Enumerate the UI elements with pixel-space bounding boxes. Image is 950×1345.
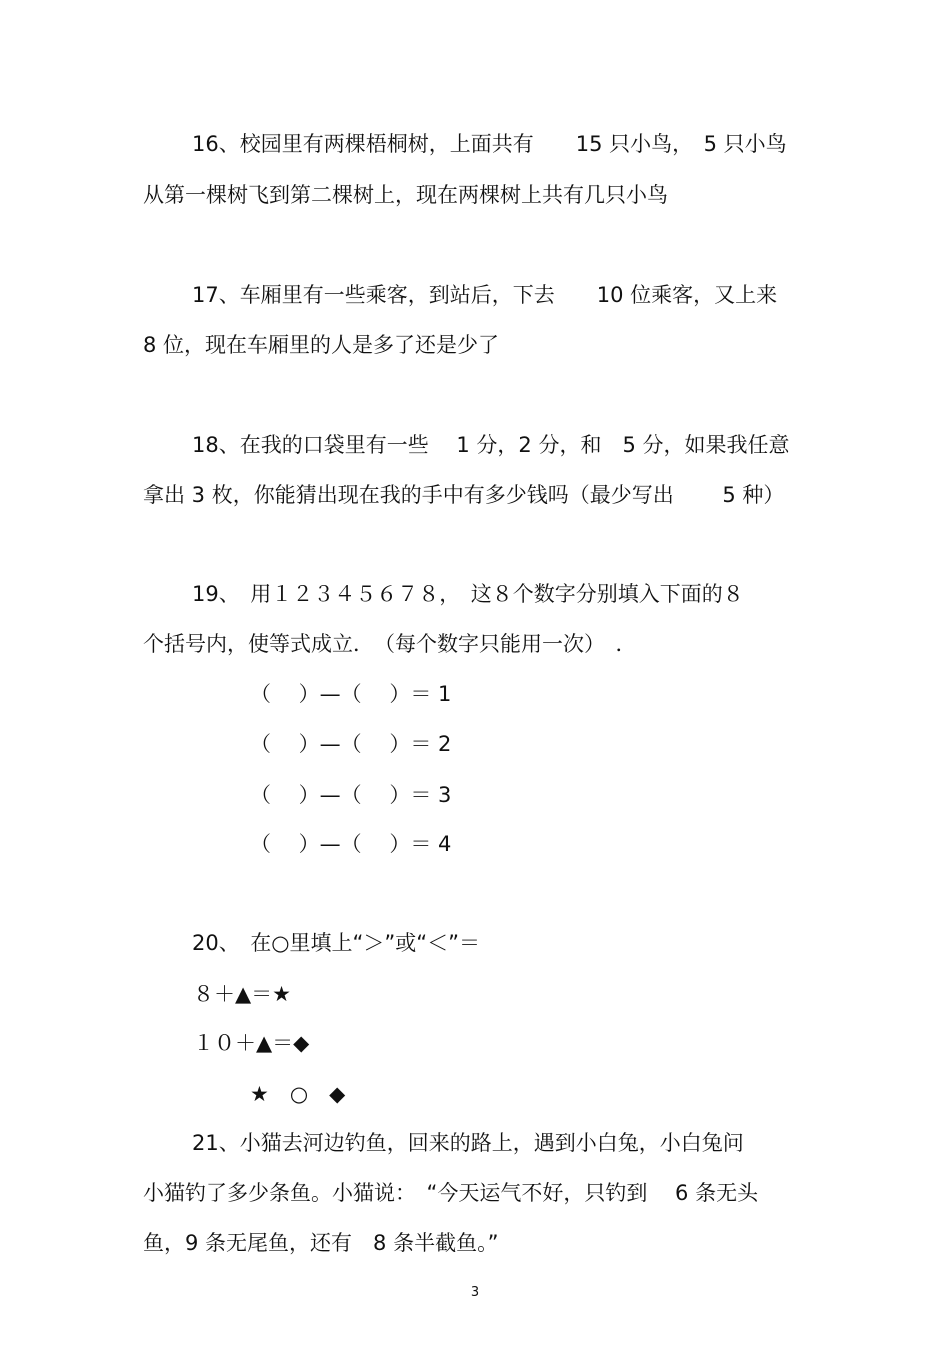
page-number: 3: [470, 1285, 480, 1300]
q18-line1: 18、在我的口袋里有一些 1 分，2 分，和 5 分，如果我任意: [192, 433, 790, 457]
q19-equation-2: （ ）—（ ）＝ 2: [250, 732, 452, 756]
q20-compare: ★ ○ ◆: [250, 1082, 346, 1106]
q19-line2: 个括号内，使等式成立． （每个数字只能用一次） ．: [143, 632, 637, 656]
q18-line2: 拿出 3 枚，你能猜出现在我的手中有多少钱吗（最少写出 5 种）: [143, 483, 785, 507]
q19-equation-3: （ ）—（ ）＝ 3: [250, 783, 452, 807]
q17-line1: 17、车厢里有一些乘客，到站后，下去 10 位乘客，又上来: [192, 283, 778, 307]
q20-formula-2: １０＋▲＝◆: [193, 1031, 310, 1055]
q19-line1: 19、 用１２３４５６７８， 这８个数字分别填入下面的８: [192, 582, 744, 606]
q19-equation-4: （ ）—（ ）＝ 4: [250, 832, 452, 856]
q16-line2: 从第一棵树飞到第二棵树上，现在两棵树上共有几只小鸟: [143, 183, 668, 207]
q21-line3: 鱼，9 条无尾鱼，还有 8 条半截鱼。”: [143, 1231, 499, 1255]
q21-line2: 小猫钓了多少条鱼。小猫说： “今天运气不好，只钓到 6 条无头: [143, 1181, 759, 1205]
q19-equation-1: （ ）—（ ）＝ 1: [250, 682, 452, 706]
q16-line1: 16、校园里有两棵梧桐树，上面共有 15 只小鸟， 5 只小鸟: [192, 132, 787, 156]
q21-line1: 21、小猫去河边钓鱼，回来的路上，遇到小白兔，小白兔问: [192, 1131, 744, 1155]
q17-line2: 8 位，现在车厢里的人是多了还是少了: [143, 333, 500, 357]
q20-line1: 20、 在○里填上“＞”或“＜”＝: [192, 931, 481, 955]
q20-formula-1: ８＋▲＝★: [193, 982, 291, 1006]
